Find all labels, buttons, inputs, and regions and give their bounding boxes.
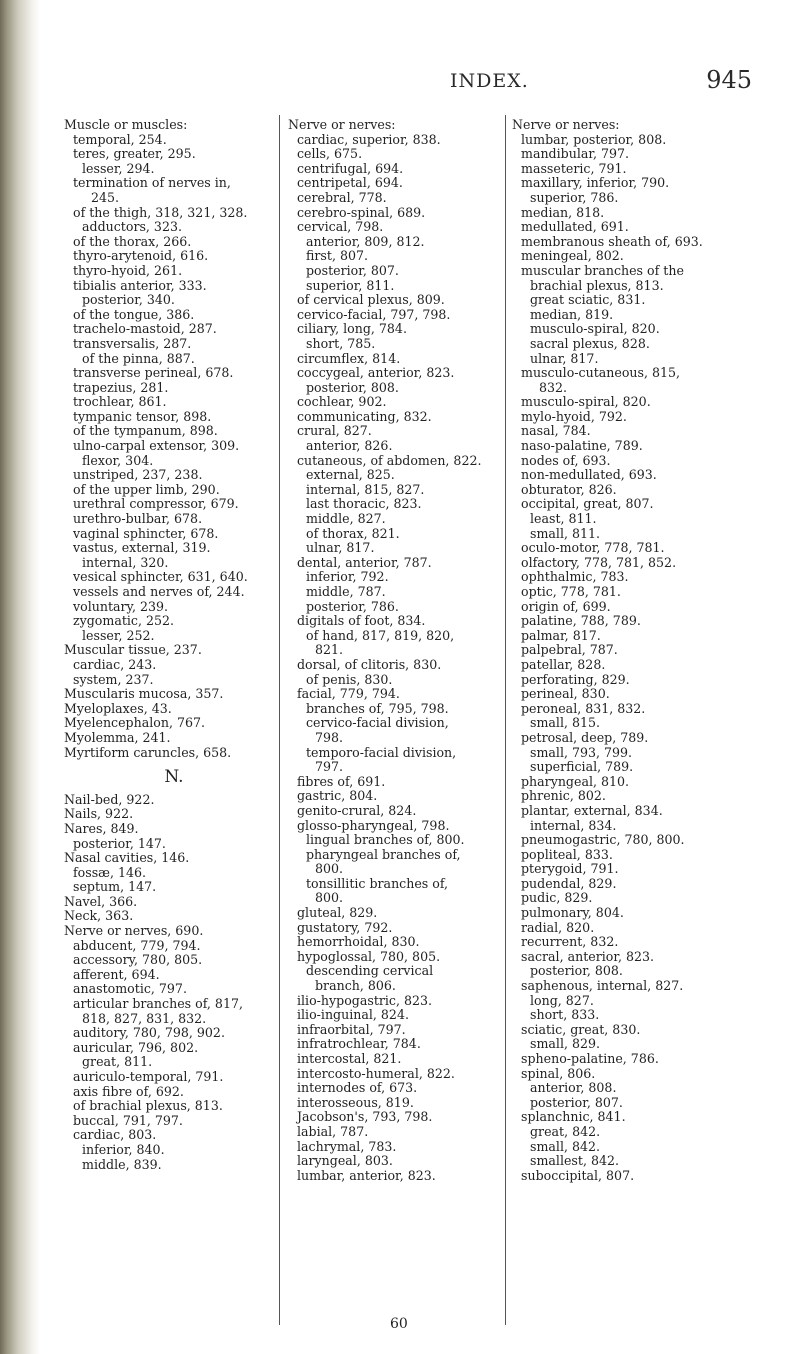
- index-entry: transverse perineal, 678.: [73, 365, 234, 381]
- index-entry: brachial plexus, 813.: [530, 277, 664, 293]
- section-letter: N.: [164, 767, 184, 788]
- index-entry: 797.: [315, 759, 344, 775]
- index-entry: middle, 839.: [82, 1156, 162, 1172]
- index-entry: intercosto-humeral, 822.: [297, 1065, 455, 1081]
- index-entry: dental, anterior, 787.: [297, 554, 432, 570]
- index-entry: trochlear, 861.: [73, 394, 167, 410]
- index-heading: Nares, 849.: [64, 820, 139, 836]
- index-entry: buccal, 791, 797.: [73, 1112, 183, 1128]
- index-entry: labial, 787.: [297, 1123, 369, 1139]
- index-entry: great, 842.: [530, 1123, 601, 1139]
- index-heading: Nails, 922.: [64, 806, 134, 822]
- index-entry: 245.: [91, 189, 120, 205]
- index-entry: short, 833.: [530, 1007, 600, 1023]
- column-divider-2: [505, 115, 506, 1325]
- index-entry: posterior, 147.: [73, 835, 166, 851]
- index-entry: origin of, 699.: [521, 598, 611, 614]
- index-entry: cerebral, 778.: [297, 189, 387, 205]
- index-entry: unstriped, 237, 238.: [73, 467, 203, 483]
- index-entry: naso-palatine, 789.: [521, 438, 643, 454]
- index-entry: afferent, 694.: [73, 966, 160, 982]
- index-heading: Myolemma, 241.: [64, 729, 171, 745]
- index-entry: adductors, 323.: [82, 219, 182, 235]
- column-divider-1: [279, 115, 280, 1325]
- page-number: 945: [706, 66, 752, 94]
- index-entry: of thorax, 821.: [306, 525, 400, 541]
- index-entry: posterior, 340.: [82, 292, 175, 308]
- index-entry: superior, 786.: [530, 189, 619, 205]
- index-entry: ulno-carpal extensor, 309.: [73, 438, 240, 454]
- index-entry: ulnar, 817.: [306, 540, 375, 556]
- index-entry: of hand, 817, 819, 820,: [306, 627, 455, 643]
- index-entry: anastomotic, 797.: [73, 981, 187, 997]
- index-entry: of the upper limb, 290.: [73, 481, 220, 497]
- index-entry: trachelo-mastoid, 287.: [73, 321, 217, 337]
- index-entry: middle, 787.: [306, 584, 386, 599]
- index-entry: hemorrhoidal, 830.: [297, 934, 420, 950]
- index-heading: Myelencephalon, 767.: [64, 715, 206, 731]
- index-entry: communicating, 832.: [297, 408, 432, 424]
- index-entry: petrosal, deep, 789.: [521, 729, 649, 745]
- index-entry: tympanic tensor, 898.: [73, 408, 212, 424]
- index-entry: median, 818.: [521, 204, 605, 220]
- index-entry: obturator, 826.: [521, 481, 617, 497]
- index-entry: sciatic, great, 830.: [521, 1021, 641, 1037]
- index-entry: 800.: [315, 861, 344, 877]
- index-entry: intercostal, 821.: [297, 1051, 402, 1066]
- index-heading: Muscular tissue, 237.: [64, 642, 202, 658]
- page-header: [60, 66, 770, 100]
- index-entry: ciliary, long, 784.: [297, 321, 407, 337]
- index-entry: fossæ, 146.: [73, 864, 147, 880]
- index-entry: auricular, 796, 802.: [73, 1039, 199, 1055]
- index-entry: external, 825.: [306, 467, 395, 483]
- index-entry: ilio-inguinal, 824.: [297, 1007, 409, 1023]
- index-entry: genito-crural, 824.: [297, 802, 417, 818]
- index-entry: popliteal, 833.: [521, 846, 613, 862]
- index-entry: urethral compressor, 679.: [73, 496, 239, 512]
- index-entry: meningeal, 802.: [521, 248, 624, 264]
- index-entry: short, 785.: [306, 335, 376, 351]
- index-entry: of the tongue, 386.: [73, 306, 195, 322]
- index-entry: last thoracic, 823.: [306, 496, 422, 512]
- index-entry: of the pinna, 887.: [82, 350, 195, 366]
- index-entry: smallest, 842.: [530, 1153, 619, 1169]
- index-entry: cerebro-spinal, 689.: [297, 204, 426, 220]
- index-entry: perforating, 829.: [521, 671, 630, 687]
- index-entry: centripetal, 694.: [297, 175, 403, 191]
- index-entry: centrifugal, 694.: [297, 160, 404, 176]
- index-entry: cervico-facial division,: [306, 715, 449, 731]
- index-entry: posterior, 786.: [306, 598, 399, 614]
- index-entry: trapezius, 281.: [73, 379, 169, 395]
- index-entry: palpebral, 787.: [521, 642, 618, 658]
- index-entry: pterygoid, 791.: [521, 861, 619, 877]
- index-entry: auriculo-temporal, 791.: [73, 1069, 224, 1084]
- index-entry: spinal, 806.: [521, 1065, 596, 1081]
- index-entry: 832.: [539, 379, 568, 395]
- index-entry: lumbar, posterior, 808.: [521, 131, 667, 147]
- index-entry: great sciatic, 831.: [530, 292, 646, 308]
- index-entry: palmar, 817.: [521, 627, 601, 643]
- index-entry: anterior, 808.: [530, 1080, 617, 1096]
- index-entry: cutaneous, of abdomen, 822.: [297, 452, 482, 468]
- index-entry: internal, 815, 827.: [306, 481, 425, 497]
- index-entry: vessels and nerves of, 244.: [73, 584, 245, 599]
- index-entry: lesser, 252.: [82, 627, 155, 643]
- index-entry: urethro-bulbar, 678.: [73, 511, 203, 527]
- index-entry: perineal, 830.: [521, 686, 610, 702]
- index-entry: patellar, 828.: [521, 656, 606, 672]
- index-entry: septum, 147.: [73, 879, 157, 895]
- index-entry: of the thigh, 318, 321, 328.: [73, 204, 248, 220]
- index-entry: superficial, 789.: [530, 759, 634, 775]
- index-entry: optic, 778, 781.: [521, 584, 621, 599]
- index-entry: nasal, 784.: [521, 423, 591, 439]
- index-entry: occipital, great, 807.: [521, 496, 654, 512]
- index-entry: voluntary, 239.: [73, 598, 169, 614]
- index-entry: fibres of, 691.: [297, 773, 386, 789]
- index-entry: of cervical plexus, 809.: [297, 292, 445, 308]
- index-entry: of brachial plexus, 813.: [73, 1098, 223, 1114]
- index-entry: vesical sphincter, 631, 640.: [73, 569, 248, 585]
- index-entry: temporal, 254.: [73, 131, 167, 147]
- index-entry: internal, 834.: [530, 817, 617, 833]
- index-entry: ophthalmic, 783.: [521, 569, 629, 585]
- index-entry: mylo-hyoid, 792.: [521, 408, 627, 424]
- index-entry: of the tympanum, 898.: [73, 423, 218, 439]
- index-entry: saphenous, internal, 827.: [521, 978, 684, 994]
- index-entry: thyro-arytenoid, 616.: [73, 248, 209, 264]
- index-entry: pharyngeal branches of,: [306, 846, 461, 862]
- index-entry: abducent, 779, 794.: [73, 937, 201, 953]
- index-entry: musculo-cutaneous, 815,: [521, 365, 681, 381]
- index-entry: small, 842.: [530, 1138, 601, 1154]
- index-entry: temporo-facial division,: [306, 744, 457, 760]
- index-entry: palatine, 788, 789.: [521, 613, 641, 629]
- index-heading: Nail-bed, 922.: [64, 791, 155, 807]
- index-entry: cells, 675.: [297, 146, 363, 162]
- index-entry: dorsal, of clitoris, 830.: [297, 656, 442, 672]
- index-entry: cervical, 798.: [297, 219, 384, 235]
- index-entry: 821.: [315, 642, 344, 658]
- index-entry: articular branches of, 817,: [73, 996, 243, 1012]
- index-entry: 798.: [315, 729, 344, 745]
- index-entry: ilio-hypogastric, 823.: [297, 992, 433, 1008]
- index-entry: non-medullated, 693.: [521, 467, 657, 483]
- index-entry: posterior, 807.: [306, 262, 399, 278]
- index-entry: 800.: [315, 890, 344, 906]
- index-entry: radial, 820.: [521, 919, 595, 935]
- index-entry: digitals of foot, 834.: [297, 613, 426, 629]
- index-entry: medullated, 691.: [521, 219, 629, 235]
- index-entry: posterior, 807.: [530, 1094, 623, 1110]
- index-entry: spheno-palatine, 786.: [521, 1051, 659, 1066]
- index-entry: internal, 320.: [82, 554, 169, 570]
- index-entry: zygomatic, 252.: [73, 613, 175, 629]
- index-entry: ulnar, 817.: [530, 350, 599, 366]
- index-entry: peroneal, 831, 832.: [521, 700, 646, 716]
- index-entry: cardiac, 243.: [73, 656, 157, 672]
- index-entry: cardiac, 803.: [73, 1127, 157, 1143]
- index-entry: teres, greater, 295.: [73, 146, 196, 162]
- index-entry: nodes of, 693.: [521, 452, 611, 468]
- index-entry: phrenic, 802.: [521, 788, 606, 804]
- signature-mark: 60: [390, 1316, 408, 1332]
- index-entry: infraorbital, 797.: [297, 1021, 406, 1037]
- index-column-2: [288, 118, 502, 1183]
- index-entry: infratrochlear, 784.: [297, 1036, 421, 1052]
- index-heading: Navel, 366.: [64, 893, 138, 909]
- index-heading: Neck, 363.: [64, 908, 134, 924]
- index-entry: lumbar, anterior, 823.: [297, 1167, 436, 1183]
- index-entry: laryngeal, 803.: [297, 1153, 393, 1169]
- index-entry: musculo-spiral, 820.: [530, 321, 660, 337]
- index-entry: masseteric, 791.: [521, 160, 627, 176]
- index-entry: vastus, external, 319.: [73, 540, 211, 556]
- index-entry: of penis, 830.: [306, 671, 393, 687]
- index-entry: cochlear, 902.: [297, 394, 387, 410]
- index-entry: lingual branches of, 800.: [306, 832, 465, 848]
- index-entry: auditory, 780, 798, 902.: [73, 1025, 225, 1041]
- index-entry: coccygeal, anterior, 823.: [297, 365, 455, 381]
- index-entry: pudic, 829.: [521, 890, 593, 906]
- index-entry: sacral plexus, 828.: [530, 335, 650, 351]
- index-entry: pulmonary, 804.: [521, 905, 624, 921]
- index-entry: sacral, anterior, 823.: [521, 948, 655, 964]
- index-entry: termination of nerves in,: [73, 175, 231, 191]
- index-entry: hypoglossal, 780, 805.: [297, 948, 441, 964]
- index-entry: system, 237.: [73, 671, 154, 687]
- index-heading: Nasal cavities, 146.: [64, 850, 190, 866]
- index-entry: small, 811.: [530, 525, 601, 541]
- index-entry: crural, 827.: [297, 423, 372, 439]
- index-entry: thyro-hyoid, 261.: [73, 262, 183, 278]
- index-entry: transversalis, 287.: [73, 335, 192, 351]
- index-entry: pneumogastric, 780, 800.: [521, 832, 685, 848]
- index-entry: first, 807.: [306, 248, 368, 264]
- index-entry: median, 819.: [530, 306, 614, 322]
- index-heading: Muscularis mucosa, 357.: [64, 686, 224, 702]
- index-entry: great, 811.: [82, 1054, 153, 1070]
- index-entry: small, 793, 799.: [530, 744, 633, 760]
- index-entry: mandibular, 797.: [521, 146, 630, 162]
- index-entry: membranous sheath of, 693.: [521, 233, 703, 249]
- index-entry: branches of, 795, 798.: [306, 700, 449, 716]
- index-entry: cervico-facial, 797, 798.: [297, 306, 451, 322]
- index-entry: superior, 811.: [306, 277, 395, 293]
- index-entry: muscular branches of the: [521, 262, 684, 278]
- index-entry: long, 827.: [530, 992, 594, 1008]
- index-entry: tibialis anterior, 333.: [73, 277, 207, 293]
- index-entry: small, 829.: [530, 1036, 601, 1052]
- index-entry: circumflex, 814.: [297, 350, 401, 366]
- index-entry: inferior, 840.: [82, 1141, 165, 1157]
- index-column-3: [512, 118, 740, 1183]
- index-entry: musculo-spiral, 820.: [521, 394, 651, 410]
- index-entry: Jacobson's, 793, 798.: [297, 1109, 433, 1125]
- index-entry: 818, 827, 831, 832.: [82, 1010, 207, 1026]
- index-column-1: [64, 118, 264, 1172]
- index-entry: recurrent, 832.: [521, 934, 619, 950]
- index-entry: gastric, 804.: [297, 788, 378, 804]
- index-heading: Myrtiform caruncles, 658.: [64, 744, 232, 760]
- index-entry: anterior, 809, 812.: [306, 233, 425, 249]
- page-title: INDEX.: [450, 70, 529, 92]
- index-entry: of the thorax, 266.: [73, 233, 192, 249]
- index-entry: middle, 827.: [306, 511, 386, 527]
- index-entry: cardiac, superior, 838.: [297, 131, 441, 147]
- index-entry: small, 815.: [530, 715, 601, 731]
- index-entry: internodes of, 673.: [297, 1080, 418, 1096]
- index-heading: Nerve or nerves:: [288, 117, 396, 132]
- index-entry: tonsillitic branches of,: [306, 875, 449, 891]
- index-entry: inferior, 792.: [306, 569, 389, 585]
- index-entry: descending cervical: [306, 963, 434, 979]
- index-entry: oculo-motor, 778, 781.: [521, 540, 665, 556]
- index-entry: lachrymal, 783.: [297, 1138, 397, 1154]
- index-entry: facial, 779, 794.: [297, 686, 400, 702]
- index-heading: Muscle or muscles:: [64, 117, 188, 132]
- index-entry: gluteal, 829.: [297, 905, 378, 921]
- index-entry: posterior, 808.: [306, 379, 399, 395]
- index-entry: splanchnic, 841.: [521, 1109, 626, 1125]
- index-entry: flexor, 304.: [82, 452, 154, 468]
- index-entry: maxillary, inferior, 790.: [521, 175, 670, 191]
- index-heading: Nerve or nerves:: [512, 117, 620, 132]
- index-entry: branch, 806.: [315, 978, 396, 994]
- index-entry: gustatory, 792.: [297, 919, 393, 935]
- index-entry: anterior, 826.: [306, 438, 393, 454]
- index-entry: lesser, 294.: [82, 160, 155, 176]
- index-heading: Myeloplaxes, 43.: [64, 700, 172, 716]
- index-entry: interosseous, 819.: [297, 1094, 414, 1110]
- index-entry: accessory, 780, 805.: [73, 952, 203, 968]
- index-entry: plantar, external, 834.: [521, 802, 663, 818]
- index-heading: Nerve or nerves, 690.: [64, 923, 204, 939]
- index-entry: olfactory, 778, 781, 852.: [521, 554, 677, 570]
- index-entry: glosso-pharyngeal, 798.: [297, 817, 450, 833]
- index-entry: pudendal, 829.: [521, 875, 617, 891]
- index-entry: posterior, 808.: [530, 963, 623, 979]
- index-entry: suboccipital, 807.: [521, 1167, 635, 1183]
- index-entry: vaginal sphincter, 678.: [73, 525, 219, 541]
- index-entry: least, 811.: [530, 511, 597, 527]
- index-entry: pharyngeal, 810.: [521, 773, 630, 789]
- index-entry: axis fibre of, 692.: [73, 1083, 184, 1099]
